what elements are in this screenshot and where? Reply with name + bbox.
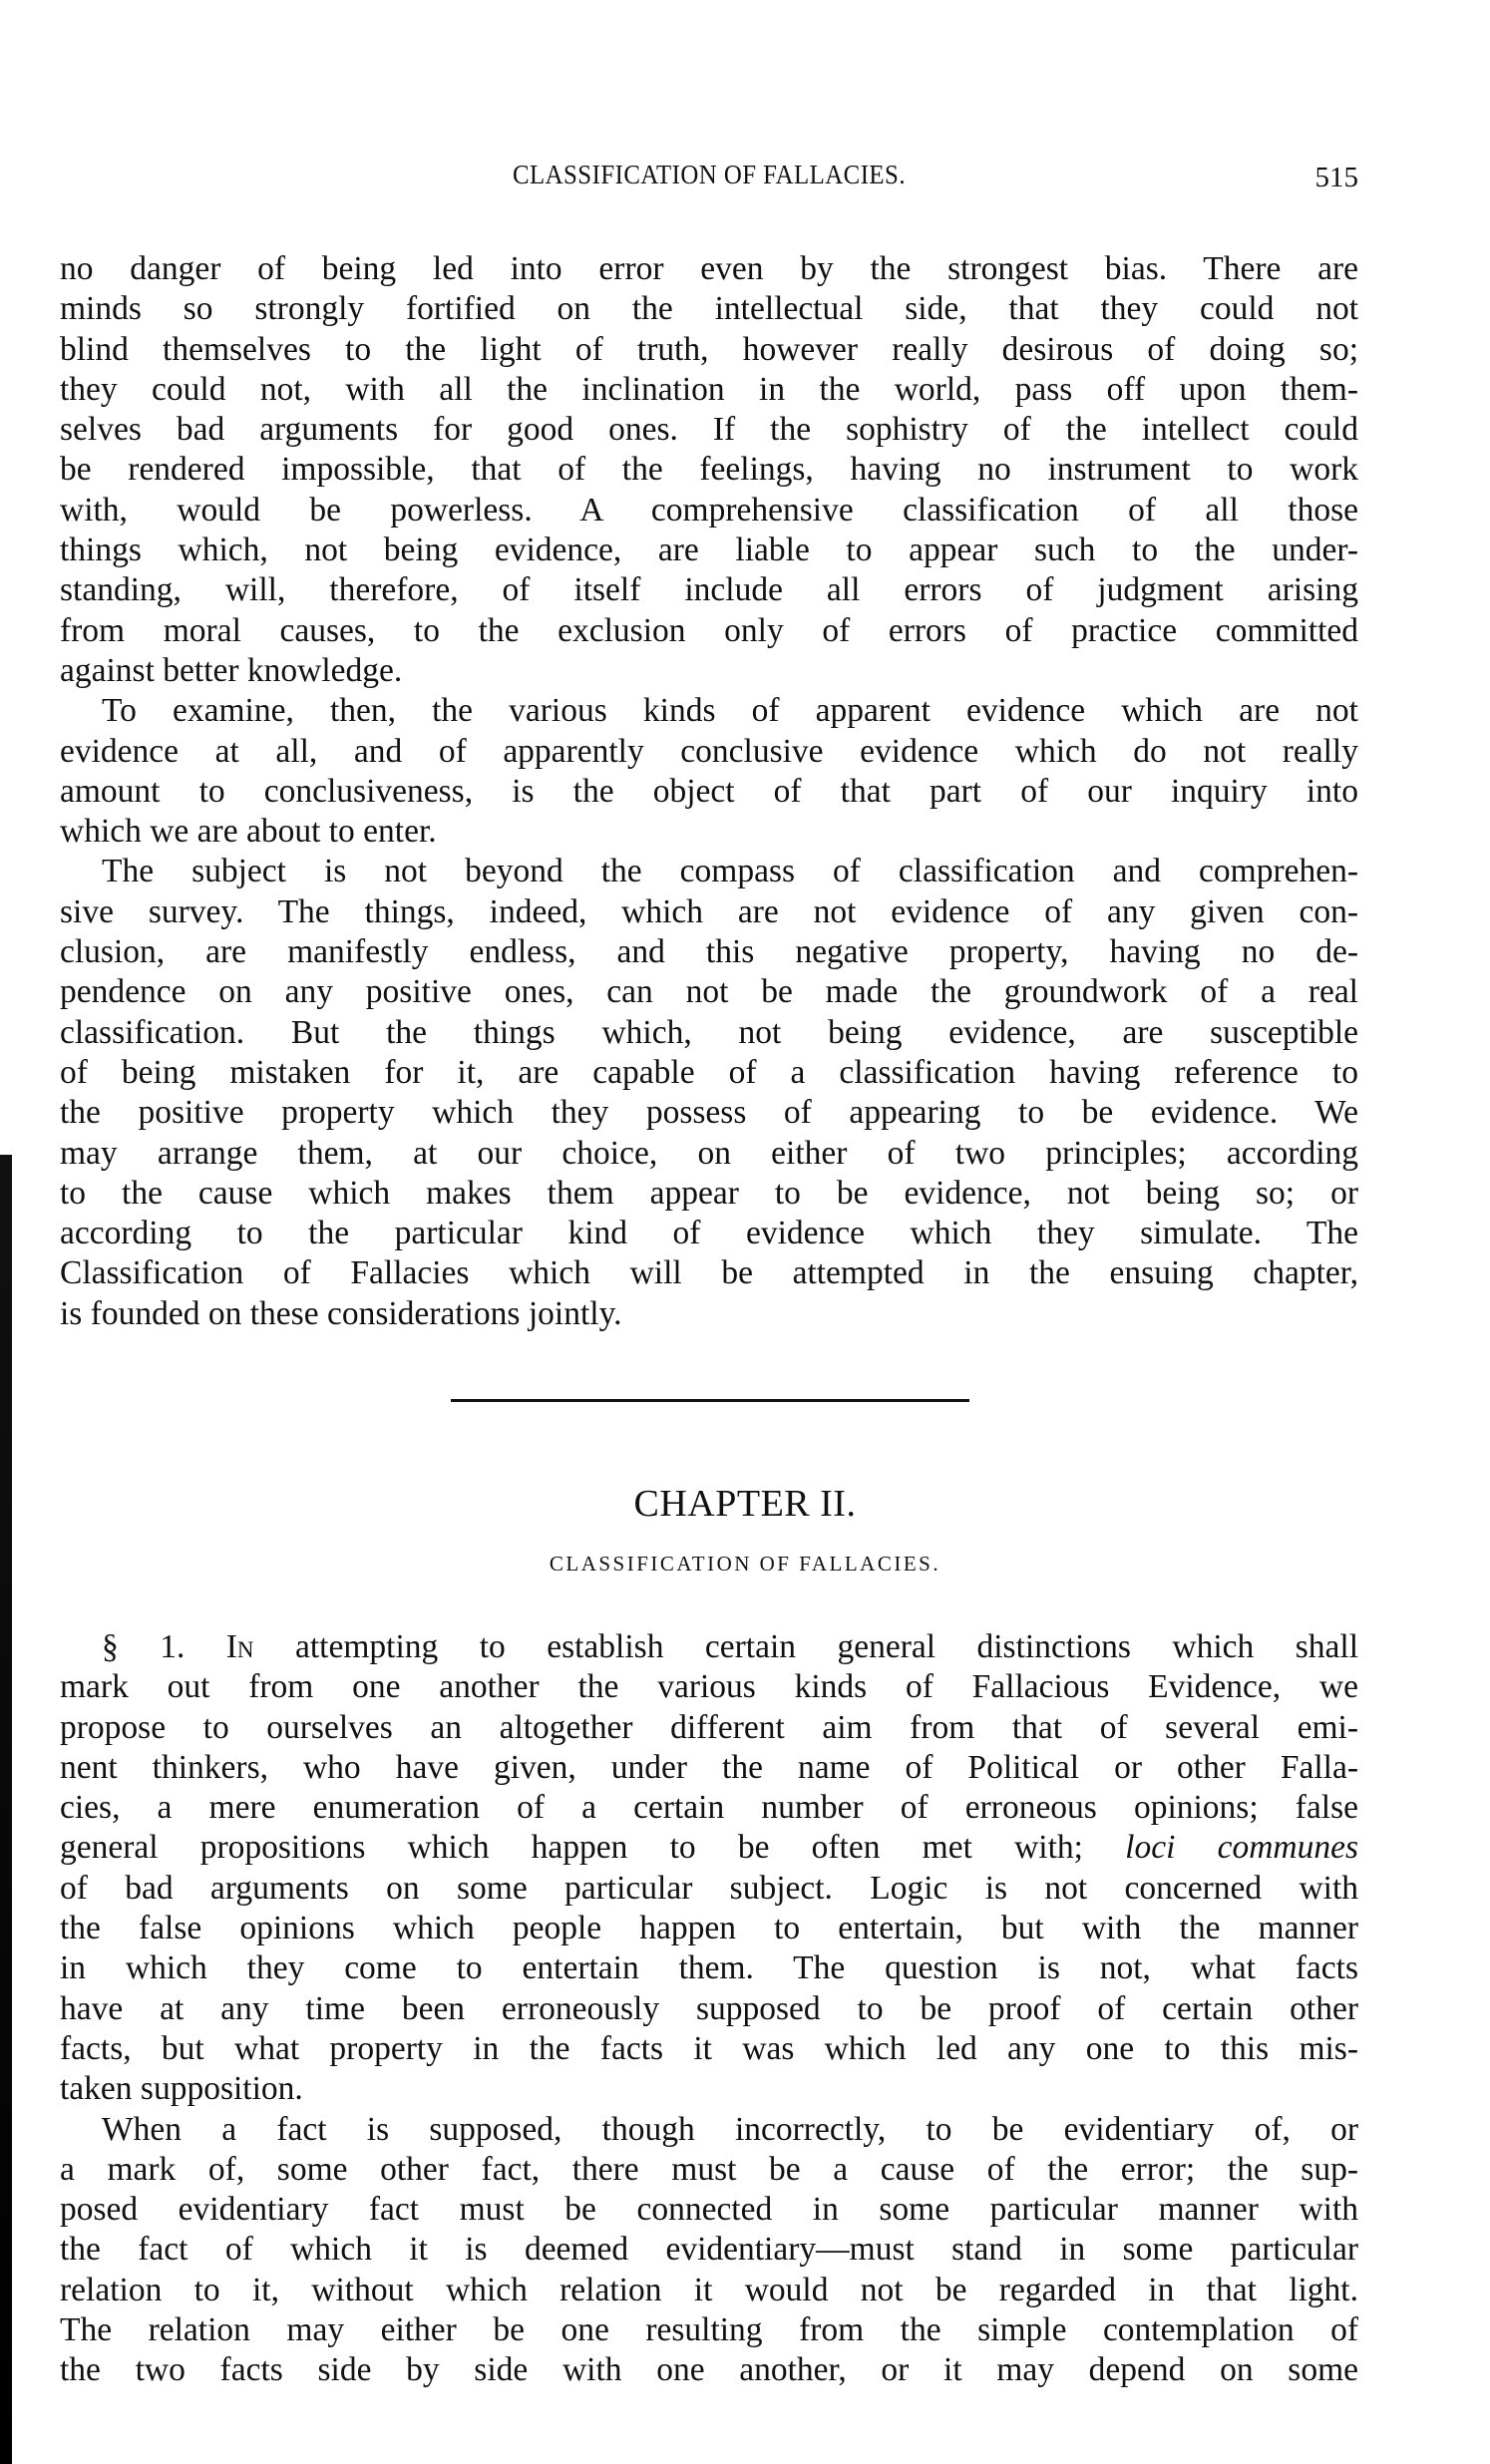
text-line (60, 1627, 1358, 1667)
text-line-rest: attempting to establish certain general distinctions which shall (253, 1628, 1359, 1665)
text-line: blind themselves to the light of truth, however really desirous of doing so; (60, 330, 1358, 368)
text-line: the fact of which it is deemed evidentiary—must stand in some particular (60, 2231, 1358, 2269)
text-line: according to the particular kind of evidence which they simulate. The (60, 1215, 1358, 1252)
text-line: sive survey. The things, indeed, which are not evidence of any given con- (60, 892, 1358, 930)
running-title: CLASSIFICATION OF FALLACIES. (512, 160, 907, 189)
italic-phrase: loci communes (1125, 1829, 1358, 1867)
text-line: with, would be powerless. A comprehensive classification of all those (60, 491, 1358, 528)
text-line: in which they come to entertain them. The question is not, what facts (60, 1949, 1358, 1987)
text-line: standing, will, therefore, of itself include all errors of judgment arising (60, 571, 1358, 609)
section-2-text (60, 1627, 1358, 2391)
text-line: be rendered impossible, that of the feelings, having no instrument to work (60, 451, 1358, 489)
text-line-pre: general propositions which happen to be often met with; (60, 1829, 1126, 1867)
text-line: of being mistaken for it, are capable of a classification having reference to (60, 1053, 1358, 1091)
page-number: 515 (1314, 162, 1358, 193)
text-line: to the cause which makes them appear to be evidence, not being so; or (60, 1174, 1358, 1212)
text-line: posed evidentiary fact must be connected in some particular manner with (60, 2191, 1358, 2229)
text-line: relation to it, without which relation it would not be regarded in that light. (60, 2271, 1358, 2308)
text-line: have at any time been erroneously supposed to be proof of certain other (60, 1989, 1358, 2027)
text-line: minds so strongly fortified on the intellectual side, that they could not (60, 290, 1358, 328)
text-line: nent thinkers, who have given, under the name of Political or other Falla- (60, 1748, 1358, 1786)
scan-edge-shadow (0, 1155, 12, 2464)
text-line: is founded on these considerations jointly. (60, 1294, 622, 1332)
text-line: from moral causes, to the exclusion only of errors of practice committed (60, 611, 1358, 649)
text-line: no danger of being led into error even by the strongest bias. There are (60, 250, 1358, 287)
text-line: The subject is not beyond the compass of classification and comprehen- (102, 853, 1358, 890)
text-line: may arrange them, at our choice, on either of two principles; according (60, 1134, 1358, 1172)
text-line: the positive property which they possess of appearing to be evidence. We (60, 1094, 1358, 1132)
text-line: To examine, then, the various kinds of apparent evidence which are not (102, 692, 1358, 730)
text-line: things which, not being evidence, are liable to appear such to the under- (60, 531, 1358, 569)
text-line: clusion, are manifestly endless, and this negative property, having no de- (60, 933, 1358, 971)
text-line (60, 1828, 1358, 1868)
chapter-title: CHAPTER II. (633, 1483, 857, 1525)
text-line: mark out from one another the various kinds of Fallacious Evidence, we (60, 1668, 1358, 1706)
text-line: selves bad arguments for good ones. If the sophistry of the intellect could (60, 411, 1358, 449)
section-1-text (60, 249, 1358, 1334)
text-line: pendence on any positive ones, can not be made the groundwork of a real (60, 973, 1358, 1011)
text-line: of bad arguments on some particular subject. Logic is not concerned with (60, 1869, 1358, 1907)
text-line: classification. But the things which, not being evidence, are susceptible (60, 1013, 1358, 1051)
chapter-subtitle: CLASSIFICATION OF FALLACIES. (549, 1552, 941, 1576)
section-mark: § 1. (102, 1628, 186, 1665)
text-line: amount to conclusiveness, is the object of that part of our inquiry into (60, 772, 1358, 810)
text-line: a mark of, some other fact, there must be a cause of the error; the sup- (60, 2150, 1358, 2188)
text-line: facts, but what property in the facts it was which led any one to this mis- (60, 2029, 1358, 2067)
text-line: the two facts side by side with one another, or it may depend on some (60, 2351, 1358, 2389)
text-line: taken supposition. (60, 2070, 303, 2108)
text-line: against better knowledge. (60, 651, 403, 689)
text-line: propose to ourselves an altogether different aim from that of several emi- (60, 1708, 1358, 1746)
text-line: the false opinions which people happen to entertain, but with the manner (60, 1910, 1358, 1947)
text-line: The relation may either be one resulting from the simple contemplation of (60, 2311, 1358, 2349)
section-divider (451, 1399, 969, 1402)
text-line: cies, a mere enumeration of a certain number of erroneous opinions; false (60, 1789, 1358, 1827)
drop-word: In (225, 1628, 254, 1665)
text-line: Classification of Fallacies which will be attempted in the ensuing chapter, (60, 1254, 1358, 1292)
text-line: evidence at all, and of apparently conclusive evidence which do not really (60, 732, 1358, 770)
text-line: When a fact is supposed, though incorrectly, to be evidentiary of, or (102, 2110, 1358, 2148)
text-line: which we are about to enter. (60, 813, 437, 851)
text-line: they could not, with all the inclination in the world, pass off upon them- (60, 370, 1358, 408)
running-head (60, 158, 1358, 197)
